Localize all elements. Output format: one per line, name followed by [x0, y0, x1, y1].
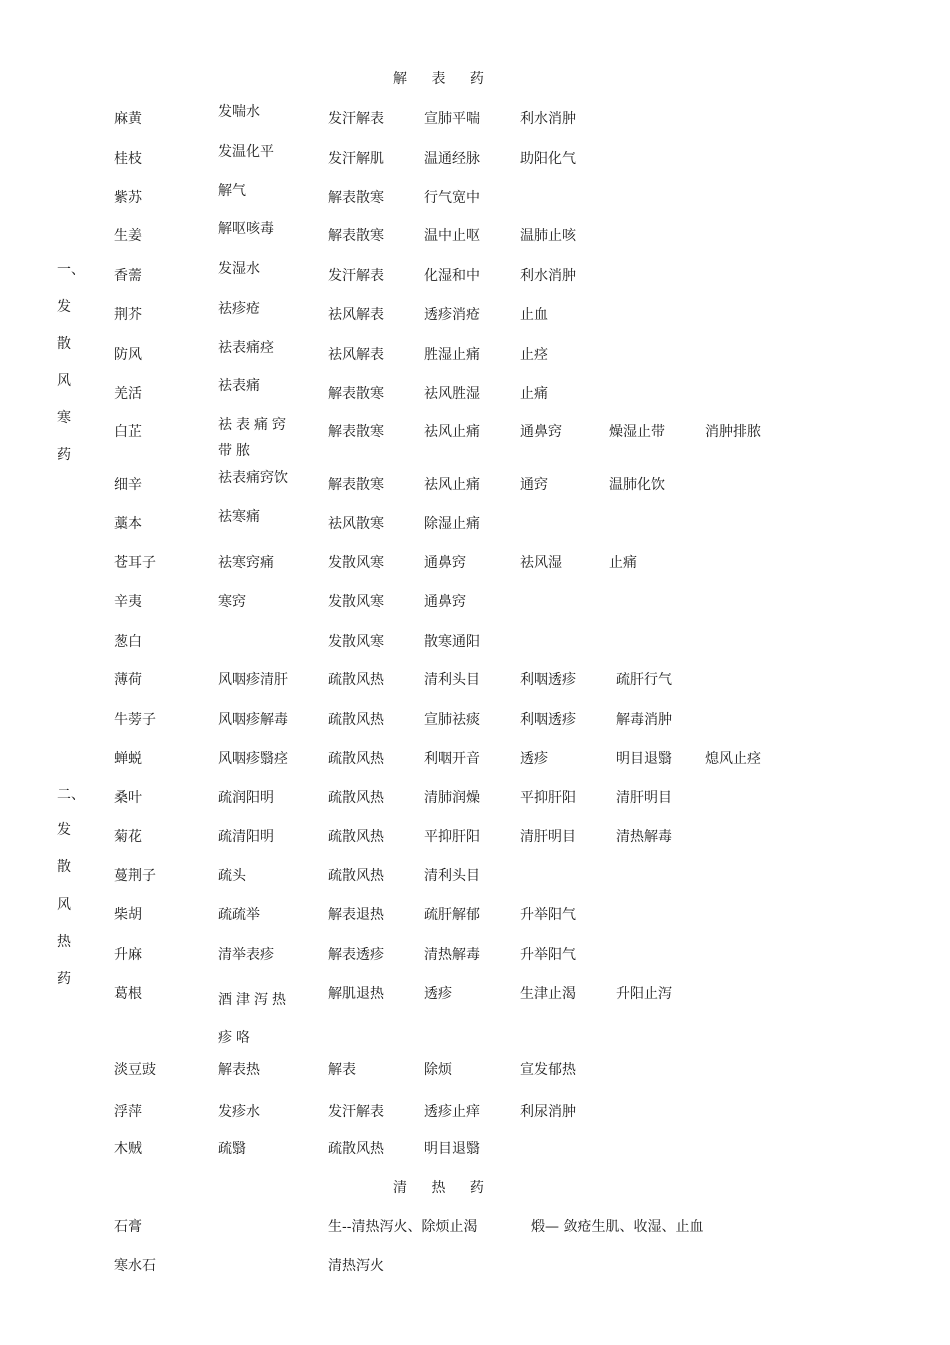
herb-effect: 清利头目 [424, 672, 480, 688]
herb-effect: 解表 [328, 1062, 356, 1078]
herb-effect: 生津止渴 [520, 986, 576, 1002]
herb-effect: 疏肝行气 [616, 672, 672, 688]
herb-mnemonic: 祛表痛窍饮 [218, 470, 288, 486]
herb-effect: 煅— 敛疮生肌、收湿、止血 [531, 1219, 704, 1235]
herb-name: 菊花 [114, 829, 142, 845]
herb-effect: 疏散风热 [328, 790, 384, 806]
herb-name: 蔓荆子 [114, 868, 156, 884]
herb-name: 荆芥 [114, 307, 142, 323]
herb-effect: 清利头目 [424, 868, 480, 884]
herb-effect: 平抑肝阳 [520, 790, 576, 806]
herb-effect: 发散风寒 [328, 634, 384, 650]
herb-name: 香薷 [114, 268, 142, 284]
herb-effect: 宣发郁热 [520, 1062, 576, 1078]
herb-effect: 疏散风热 [328, 1141, 384, 1157]
herb-mnemonic: 疏疏举 [218, 907, 260, 923]
herb-effect: 祛风解表 [328, 307, 384, 323]
herb-name: 麻黄 [114, 111, 142, 127]
herb-effect: 利尿消肿 [520, 1104, 576, 1120]
herb-mnemonic: 祛表痛痉 [218, 340, 274, 356]
herb-effect: 明目退翳 [424, 1141, 480, 1157]
herb-effect: 升举阳气 [520, 947, 576, 963]
herb-effect: 发汗解表 [328, 111, 384, 127]
herb-name: 辛夷 [114, 594, 142, 610]
herb-effect: 发汗解表 [328, 268, 384, 284]
herb-effect: 透疹 [424, 986, 452, 1002]
herb-mnemonic: 祛疹疮 [218, 301, 260, 317]
herb-effect: 清肺润燥 [424, 790, 480, 806]
herb-effect: 清热泻火 [328, 1258, 384, 1274]
herb-effect: 消肿排脓 [705, 424, 761, 440]
herb-name: 细辛 [114, 477, 142, 493]
herb-name: 木贼 [114, 1141, 142, 1157]
herb-effect: 祛风湿 [520, 555, 562, 571]
herb-mnemonic: 祛寒窍痛 [218, 555, 274, 571]
herb-effect: 明目退翳 [616, 751, 672, 767]
herb-effect: 止痉 [520, 347, 548, 363]
herb-effect: 疏散风热 [328, 712, 384, 728]
herb-effect: 熄风止痉 [705, 751, 761, 767]
herb-effect: 温通经脉 [424, 151, 480, 167]
herb-effect: 止血 [520, 307, 548, 323]
herb-effect: 通鼻窍 [520, 424, 562, 440]
herb-mnemonic: 解表热 [218, 1062, 260, 1078]
herb-name: 柴胡 [114, 907, 142, 923]
herb-effect: 散寒通阳 [424, 634, 480, 650]
herb-effect: 解表散寒 [328, 477, 384, 493]
herb-effect: 通鼻窍 [424, 555, 466, 571]
herb-effect: 解表退热 [328, 907, 384, 923]
herb-effect: 祛风解表 [328, 347, 384, 363]
herb-effect: 利咽透疹 [520, 712, 576, 728]
herb-effect: 除湿止痛 [424, 516, 480, 532]
herb-mnemonic: 疏翳 [218, 1141, 246, 1157]
herb-effect: 发汗解肌 [328, 151, 384, 167]
herb-effect: 除烦 [424, 1062, 452, 1078]
herb-effect: 疏散风热 [328, 751, 384, 767]
herb-mnemonic: 发湿水 [218, 261, 260, 277]
herb-mnemonic: 祛表痛 [218, 378, 260, 394]
herb-name: 淡豆豉 [114, 1062, 156, 1078]
section-title-qingre: 清 热 药 [393, 1180, 494, 1196]
herb-effect: 透疹消疮 [424, 307, 480, 323]
herb-mnemonic: 发温化平 [218, 144, 274, 160]
herb-effect: 平抑肝阳 [424, 829, 480, 845]
herb-effect: 利水消肿 [520, 268, 576, 284]
herb-effect: 清肝明目 [520, 829, 576, 845]
herb-effect: 生--清热泻火、除烦止渴 [328, 1219, 478, 1235]
herb-effect: 利咽开音 [424, 751, 480, 767]
herb-effect: 利咽透疹 [520, 672, 576, 688]
herb-effect: 宣肺祛痰 [424, 712, 480, 728]
herb-name: 苍耳子 [114, 555, 156, 571]
herb-name: 葱白 [114, 634, 142, 650]
herb-mnemonic: 风咽疹解毒 [218, 712, 288, 728]
herb-effect: 利水消肿 [520, 111, 576, 127]
herb-effect: 透疹 [520, 751, 548, 767]
herb-mnemonic: 疏清阳明 [218, 829, 274, 845]
herb-name: 薄荷 [114, 672, 142, 688]
herb-effect: 通鼻窍 [424, 594, 466, 610]
herb-effect: 清热解毒 [424, 947, 480, 963]
herb-effect: 疏散风热 [328, 868, 384, 884]
herb-effect: 发汗解表 [328, 1104, 384, 1120]
herb-effect: 解表透疹 [328, 947, 384, 963]
herb-mnemonic: 疏头 [218, 868, 246, 884]
herb-mnemonic: 寒窍 [218, 594, 246, 610]
herb-mnemonic: 风咽疹清肝 [218, 672, 288, 688]
herb-effect: 解表散寒 [328, 424, 384, 440]
herb-effect: 温肺止咳 [520, 228, 576, 244]
herb-name: 生姜 [114, 228, 142, 244]
herb-name: 桑叶 [114, 790, 142, 806]
herb-effect: 升阳止泻 [616, 986, 672, 1002]
herb-name: 升麻 [114, 947, 142, 963]
herb-name: 白芷 [114, 424, 142, 440]
herb-effect: 解表散寒 [328, 190, 384, 206]
herb-effect: 温肺化饮 [609, 477, 665, 493]
herb-effect: 疏肝解郁 [424, 907, 480, 923]
herb-effect: 宣肺平喘 [424, 111, 480, 127]
herb-name: 藁本 [114, 516, 142, 532]
herb-effect: 祛风散寒 [328, 516, 384, 532]
herb-name: 寒水石 [114, 1258, 156, 1274]
herb-effect: 解表散寒 [328, 386, 384, 402]
herb-mnemonic: 祛表痛窍带脓 [218, 417, 290, 459]
section-title-jiebiao: 解 表 药 [393, 71, 494, 87]
herb-mnemonic: 风咽疹翳痉 [218, 751, 288, 767]
herb-effect: 清热解毒 [616, 829, 672, 845]
herb-effect: 疏散风热 [328, 672, 384, 688]
herb-effect: 通窍 [520, 477, 548, 493]
herb-effect: 助阳化气 [520, 151, 576, 167]
herb-mnemonic: 清举表疹 [218, 947, 274, 963]
herb-name: 桂枝 [114, 151, 142, 167]
herb-name: 浮萍 [114, 1104, 142, 1120]
herb-effect: 清肝明目 [616, 790, 672, 806]
herb-effect: 祛风止痛 [424, 424, 480, 440]
herb-effect: 解肌退热 [328, 986, 384, 1002]
herb-effect: 止痛 [520, 386, 548, 402]
herb-mnemonic: 发喘水 [218, 104, 260, 120]
herb-effect: 温中止呕 [424, 228, 480, 244]
herb-name: 葛根 [114, 986, 142, 1002]
herb-effect: 解毒消肿 [616, 712, 672, 728]
herb-effect: 疏散风热 [328, 829, 384, 845]
herb-mnemonic: 祛寒痛 [218, 509, 260, 525]
herb-effect: 透疹止痒 [424, 1104, 480, 1120]
herb-effect: 发散风寒 [328, 594, 384, 610]
herb-effect: 升举阳气 [520, 907, 576, 923]
herb-mnemonic: 解气 [218, 183, 246, 199]
herb-effect: 燥湿止带 [609, 424, 665, 440]
herb-mnemonic: 酒津泻热疹咯 [218, 992, 290, 1046]
herb-effect: 发散风寒 [328, 555, 384, 571]
herb-mnemonic: 发疹水 [218, 1104, 260, 1120]
herb-effect: 祛风止痛 [424, 477, 480, 493]
herb-name: 紫苏 [114, 190, 142, 206]
herb-effect: 胜湿止痛 [424, 347, 480, 363]
herb-effect: 行气宽中 [424, 190, 480, 206]
herb-name: 蝉蜕 [114, 751, 142, 767]
herb-effect: 化湿和中 [424, 268, 480, 284]
herb-mnemonic: 疏润阳明 [218, 790, 274, 806]
herb-effect: 解表散寒 [328, 228, 384, 244]
herb-effect: 祛风胜湿 [424, 386, 480, 402]
herb-mnemonic: 解呕咳毒 [218, 221, 274, 237]
herb-name: 羌活 [114, 386, 142, 402]
herb-name: 石膏 [114, 1219, 142, 1235]
herb-name: 防风 [114, 347, 142, 363]
herb-name: 牛蒡子 [114, 712, 156, 728]
herb-effect: 止痛 [609, 555, 637, 571]
